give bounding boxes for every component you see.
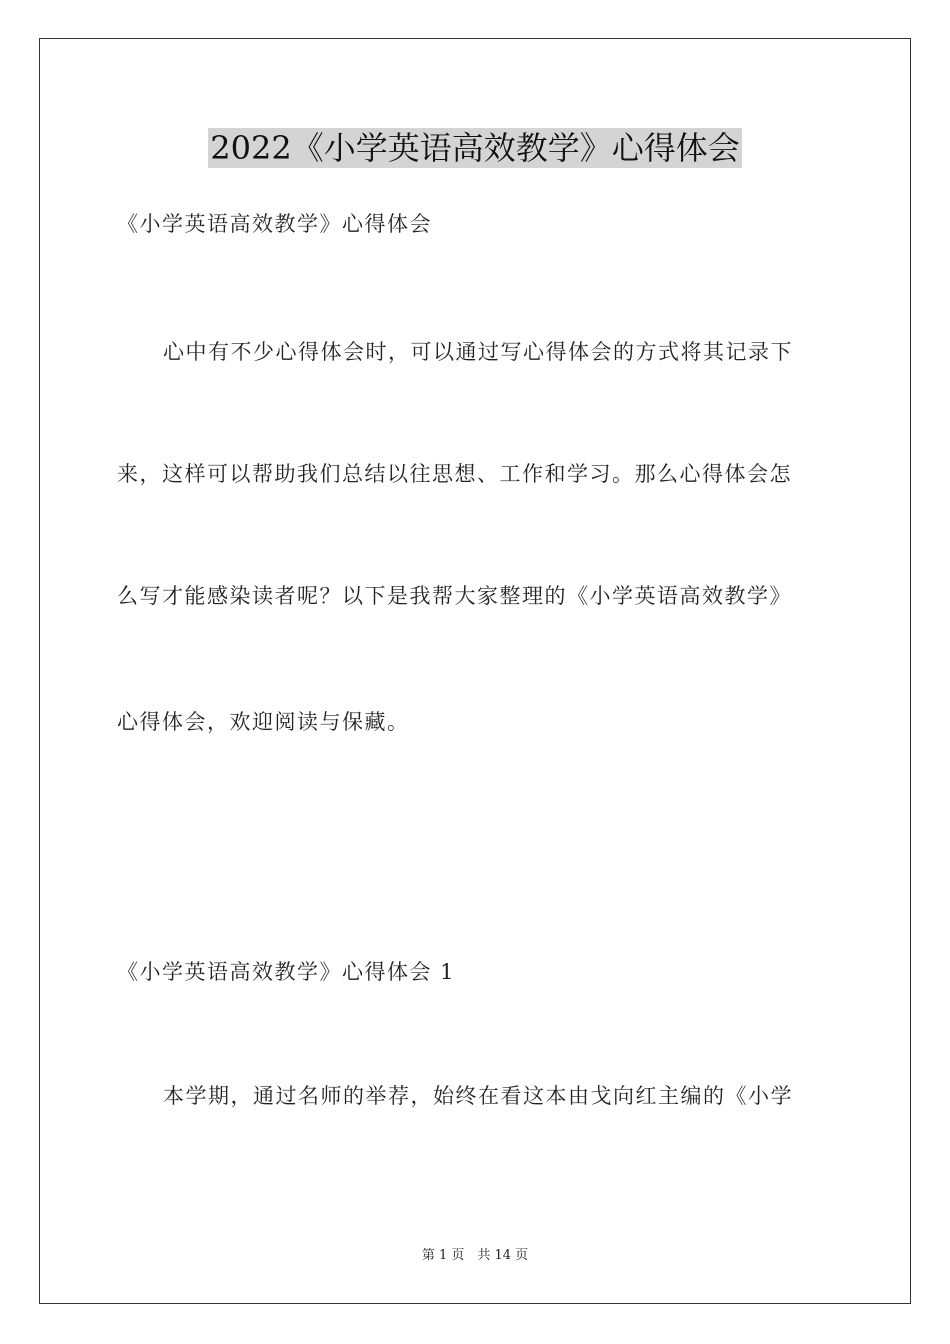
title-container	[0, 128, 950, 168]
document-subtitle: 《小学英语高效教学》心得体会	[117, 212, 432, 236]
section-heading: 《小学英语高效教学》心得体会 1	[117, 960, 456, 984]
intro-line-4: 心得体会，欢迎阅读与保藏。	[117, 710, 410, 734]
intro-line-3: 么写才能感染读者呢？以下是我帮大家整理的《小学英语高效教学》	[117, 584, 792, 608]
intro-line-1: 心中有不少心得体会时，可以通过写心得体会的方式将其记录下	[163, 340, 793, 364]
page-indicator: 第 1 页 共 14 页	[421, 1248, 529, 1263]
intro-line-2: 来，这样可以帮助我们总结以往思想、工作和学习。那么心得体会怎	[117, 462, 792, 486]
document-title: 2022《小学英语高效教学》心得体会	[210, 129, 740, 167]
section-line-1: 本学期，通过名师的举荐，始终在看这本由戈向红主编的《小学	[163, 1084, 793, 1108]
